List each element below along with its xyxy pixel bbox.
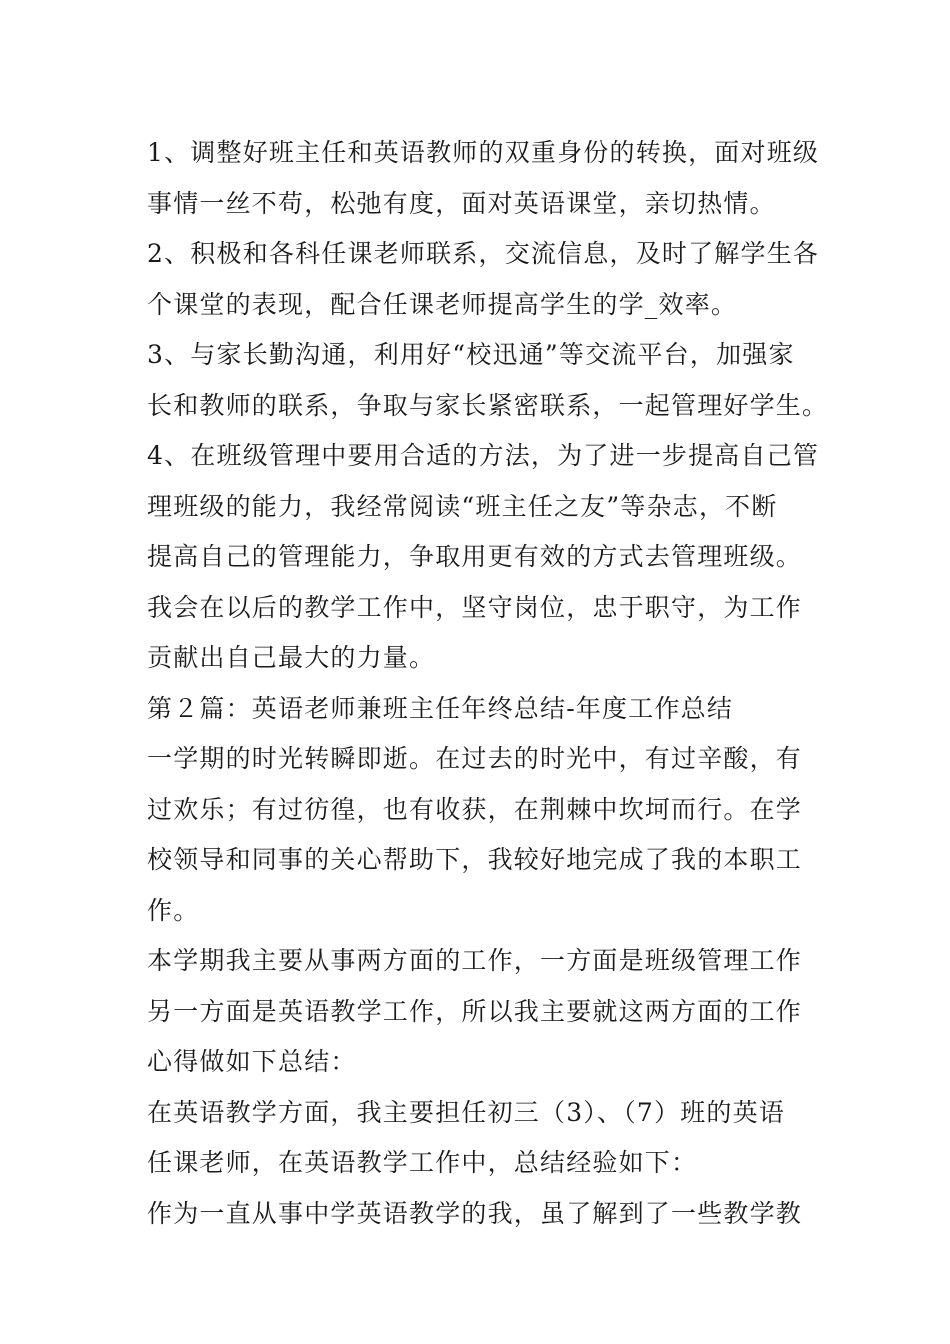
text-line: 个课堂的表现，配合任课老师提高学生的学_效率。 xyxy=(147,289,738,319)
text-line: 2、积极和各科任课老师联系，交流信息，及时了解学生各 xyxy=(147,239,820,268)
text-line: 心得做如下总结： xyxy=(147,1047,357,1076)
section-heading: 第２篇：英语老师兼班主任年终总结-年度工作总结 xyxy=(147,693,734,723)
text-line: 任课老师，在英语教学工作中，总结经验如下： xyxy=(147,1148,698,1177)
text-line: 过欢乐；有过彷徨，也有收获，在荆棘中坎坷而行。在学 xyxy=(147,794,803,824)
text-line: 事情一丝不苟，松弛有度，面对英语课堂，亲切热情。 xyxy=(147,188,776,218)
document-body xyxy=(147,128,829,1239)
text-line: 校领导和同事的关心帮助下，我较好地完成了我的本职工 xyxy=(147,845,803,874)
text-line: 贡献出自己最大的力量。 xyxy=(147,643,436,672)
text-line: 3、与家长勤沟通，利用好“校迅通”等交流平台，加强家 xyxy=(147,340,795,369)
text-line: 我会在以后的教学工作中，坚守岗位，忠于职守，为工作 xyxy=(147,592,803,622)
text-line: 理班级的能力，我经常阅读“班主任之友”等杂志，不断 xyxy=(147,491,778,521)
text-line: 在英语教学方面，我主要担任初三（3）、（7）班的英语 xyxy=(147,1097,786,1127)
text-line: 1、调整好班主任和英语教师的双重身份的转换，面对班级 xyxy=(147,138,820,167)
text-line: 作为一直从事中学英语教学的我，虽了解到了一些教学教 xyxy=(147,1198,803,1228)
text-line: 本学期我主要从事两方面的工作，一方面是班级管理工作 xyxy=(147,946,803,975)
text-line: 长和教师的联系，争取与家长紧密联系，一起管理好学生。 xyxy=(147,390,829,420)
text-line: 4、在班级管理中要用合适的方法，为了进一步提高自己管 xyxy=(147,441,820,470)
text-line: 一学期的时光转瞬即逝。在过去的时光中，有过辛酸，有 xyxy=(147,744,803,773)
text-line: 作。 xyxy=(147,895,200,925)
text-line: 提高自己的管理能力，争取用更有效的方式去管理班级。 xyxy=(147,542,803,571)
text-line: 另一方面是英语教学工作，所以我主要就这两方面的工作 xyxy=(147,996,803,1026)
